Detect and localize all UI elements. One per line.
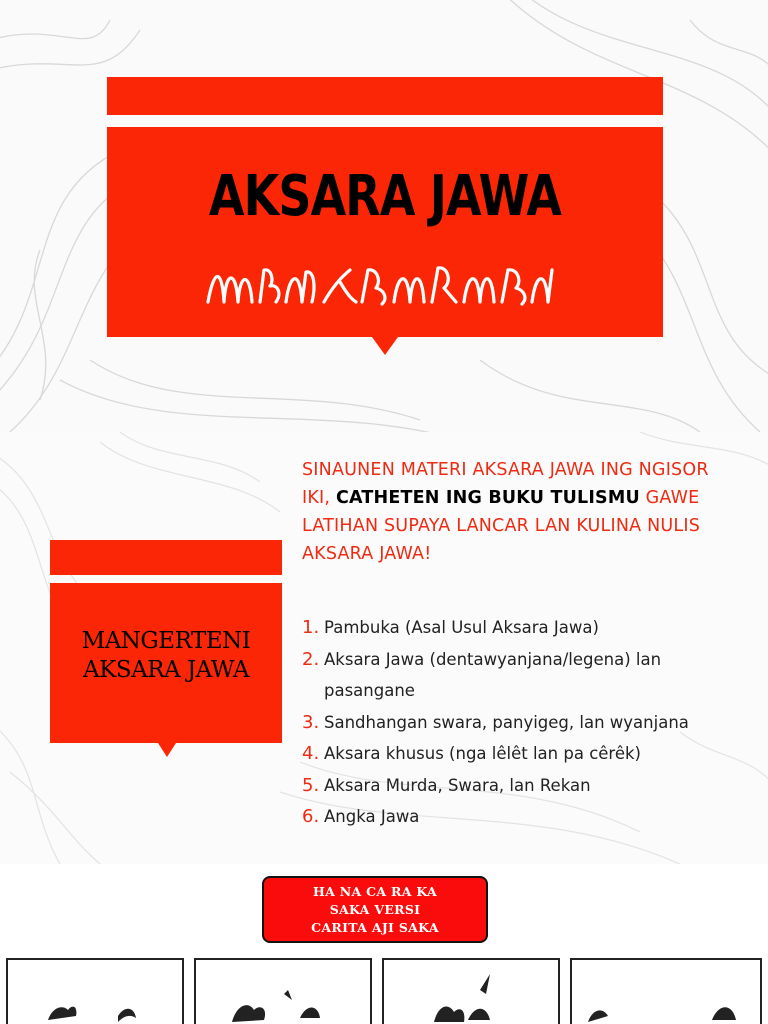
section-banner-pointer (158, 743, 176, 757)
story-title-line-3: CARITA AJI SAKA (311, 920, 439, 935)
list-item (302, 612, 752, 644)
list-item-text: Pambuka (Asal Usul Aksara Jawa) (324, 618, 599, 637)
javanese-script-artwork (200, 258, 580, 314)
wayang-figure-illustration (384, 960, 558, 1024)
list-item (302, 707, 752, 739)
list-item (302, 738, 752, 770)
story-title-line-2: SAKA VERSI (329, 902, 421, 917)
story-title-box (262, 876, 488, 943)
list-item (302, 770, 752, 802)
slide-contents (0, 432, 768, 864)
wayang-figure-illustration (572, 960, 760, 1024)
intro-instruction (302, 456, 742, 568)
slide-story (0, 864, 768, 1024)
list-number: 2. (302, 648, 320, 670)
list-item-text: Sandhangan swara, panyigeg, lan wyanjana (324, 712, 689, 732)
comic-panel-3 (382, 958, 560, 1024)
list-item (302, 644, 752, 707)
wayang-figure-illustration (196, 960, 370, 1024)
list-item-text: Aksara Murda, Swara, lan Rekan (324, 775, 591, 795)
intro-text-red-1: SINAUNEN MATERI AKSARA JAWA ING NGISOR IKI, (302, 460, 709, 508)
intro-text-red-2: GAWE LATIHAN SUPAYA LANCAR LAN KULINA NULIS AKSARA JAWA! (302, 488, 701, 564)
comic-panel-1 (6, 958, 184, 1024)
page-title: AKSARA JAWA (208, 164, 562, 229)
section-title (50, 627, 282, 685)
list-item-text: Angka Jawa (324, 807, 420, 826)
wayang-figure-illustration (8, 960, 182, 1024)
section-title-line-1: MANGERTENI (81, 628, 251, 654)
intro-text-emphasis: CATHETEN ING BUKU TULISMU (335, 488, 640, 508)
title-banner-strip (107, 77, 663, 115)
list-number: 3. (302, 711, 320, 733)
section-banner-strip (50, 540, 282, 575)
list-item (302, 801, 752, 833)
list-number: 6. (302, 806, 320, 827)
list-item-text: Aksara khusus (nga lêlêt lan pa cêrêk) (324, 744, 641, 763)
list-number: 5. (302, 774, 320, 796)
story-title-line-1: HA NA CA RA KA (312, 884, 438, 899)
banner-pointer (372, 337, 398, 355)
list-number: 4. (302, 743, 320, 764)
list-item-text: Aksara Jawa (dentawyanjana/legena) lan pasangane (324, 649, 662, 700)
topic-list (302, 612, 752, 833)
comic-panel-4 (570, 958, 762, 1024)
comic-panel-2 (194, 958, 372, 1024)
slide-title (0, 0, 768, 432)
section-title-line-2: AKSARA JAWA (83, 657, 249, 683)
list-number: 1. (302, 617, 320, 638)
